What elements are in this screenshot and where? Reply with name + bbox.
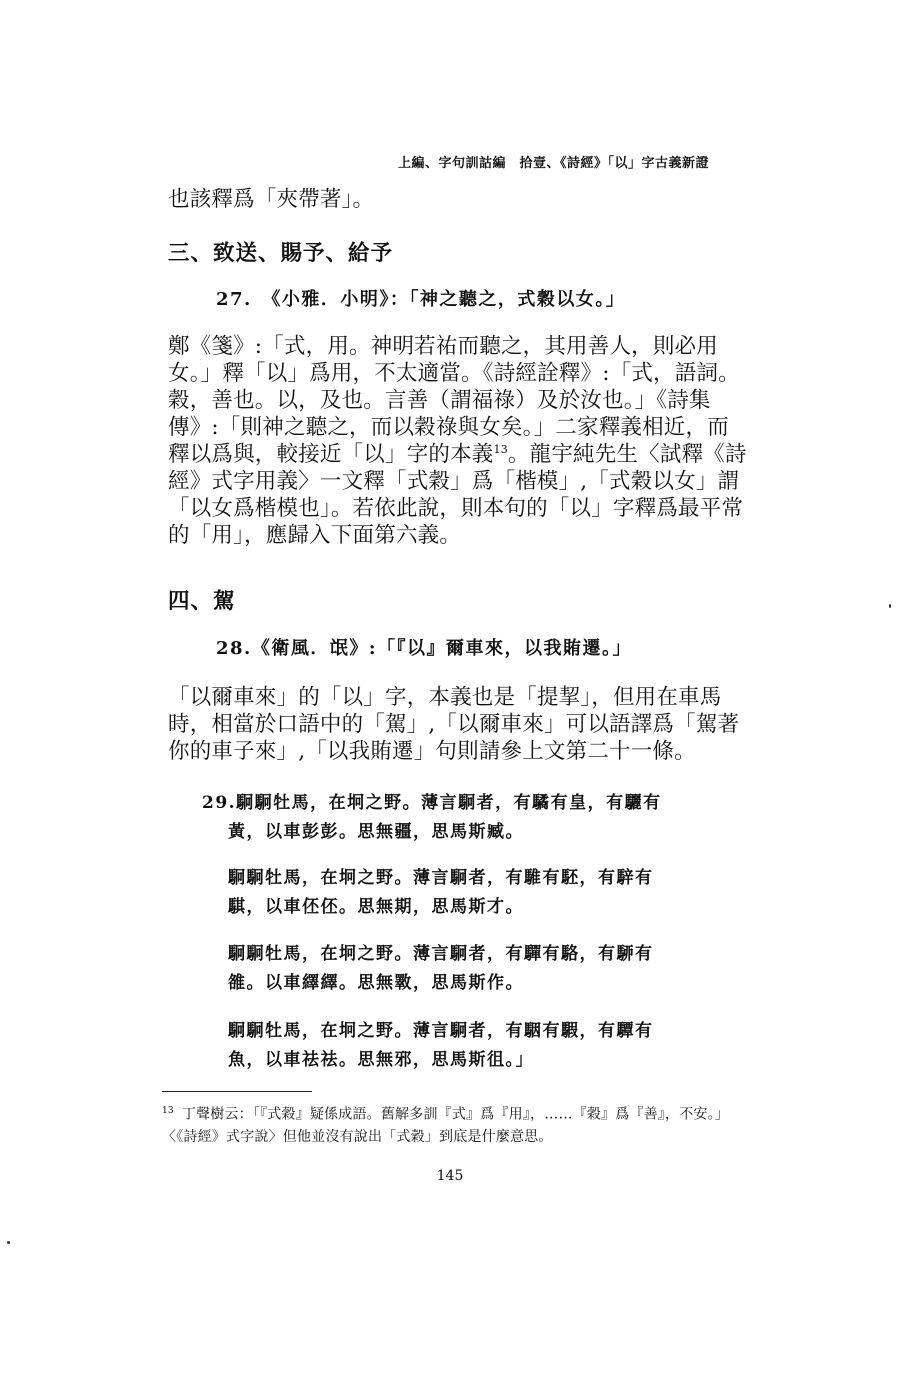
- scan-speck: [889, 604, 891, 608]
- poem-stanza: [228, 864, 748, 922]
- footnote-divider: [162, 1091, 312, 1092]
- poem-line: 29.駉駉牡馬，在坰之野。薄言駉者，有驈有皇，有驪有: [202, 793, 662, 813]
- poem-line: 魚，以車祛祛。思無邪，思馬斯徂。」: [228, 1050, 534, 1070]
- poem-line: 黃，以車彭彭。思無疆，思馬斯臧。: [228, 822, 524, 842]
- poem-line: 駉駉牡馬，在坰之野。薄言駉者，有駰有騢，有驔有: [228, 1021, 654, 1041]
- footnote-reference: 13: [493, 442, 508, 456]
- poem-line: 騏，以車伾伾。思無期，思馬斯才。: [228, 897, 524, 917]
- footnote-mark: 13: [162, 1106, 174, 1116]
- item-27-quote: 27. 《小雅．小明》：「神之聽之，式穀以女。」: [216, 289, 626, 310]
- poem-line: 駉駉牡馬，在坰之野。薄言駉者，有騅有駓，有騂有: [228, 868, 654, 888]
- scan-speck: [7, 1241, 10, 1244]
- footnote-text: 丁聲樹云：「『式穀』疑係成語。舊解多訓『式』爲『用』，……『穀』爲『善』，不安。」〈《詩經》式字說〉但他並沒有說出「式穀」到底是什麼意思。: [162, 1106, 730, 1145]
- page-number: 145: [436, 1168, 464, 1184]
- running-head: 上編、字句訓詁編 拾壹、《詩經》「以」字古義新證: [398, 156, 710, 171]
- poem-line: 雒。以車繹繹。思無斁，思馬斯作。: [228, 973, 524, 993]
- section-heading-3: 三、致送、賜予、給予: [168, 241, 394, 266]
- section-heading-4: 四、駕: [168, 589, 236, 614]
- item-27-commentary: [168, 333, 750, 549]
- item-28-commentary: 「以爾車來」的「以」字，本義也是「提挈」，但用在車馬時，相當於口語中的「駕」,「以爾車來」可以語譯爲「駕著你的車子來」,「以我賄遷」句則請參上文第二十一條。: [168, 685, 740, 764]
- footnote: [162, 1100, 752, 1148]
- item-28-quote: 28.《衛風．氓》:「『以』爾車來，以我賄遷。」: [216, 638, 632, 659]
- paragraph-continuation: 也該釋爲「夾帶著」。: [168, 187, 375, 212]
- poem-stanza: [202, 789, 722, 847]
- poem-stanza: [228, 1017, 748, 1075]
- poem-stanza: [228, 940, 748, 998]
- commentary-text-part-1: 鄭《箋》:「式，用。神明若祐而聽之，其用善人，則必用女。」釋「以」爲用，不太適當。《詩經詮釋》:「式，語詞。穀，善也。以，及也。言善（謂福祿）及於汝也。」《詩集傳》:「則神之聽之，而以穀祿與女矣。」二家釋義相近，而釋以爲與，較接近「以」字的本義: [168, 334, 740, 467]
- commentary-text-part-2: 。龍宇純先生〈試釋《詩經》式字用義〉一文釋「式穀」爲「楷模」,「式穀以女」謂「以女爲楷模也」。若依此說，則本句的「以」字釋爲最平常的「用」，應歸入下面第六義。: [168, 442, 747, 548]
- poem-line: 駉駉牡馬，在坰之野。薄言駉者，有驒有駱，有駵有: [228, 944, 654, 964]
